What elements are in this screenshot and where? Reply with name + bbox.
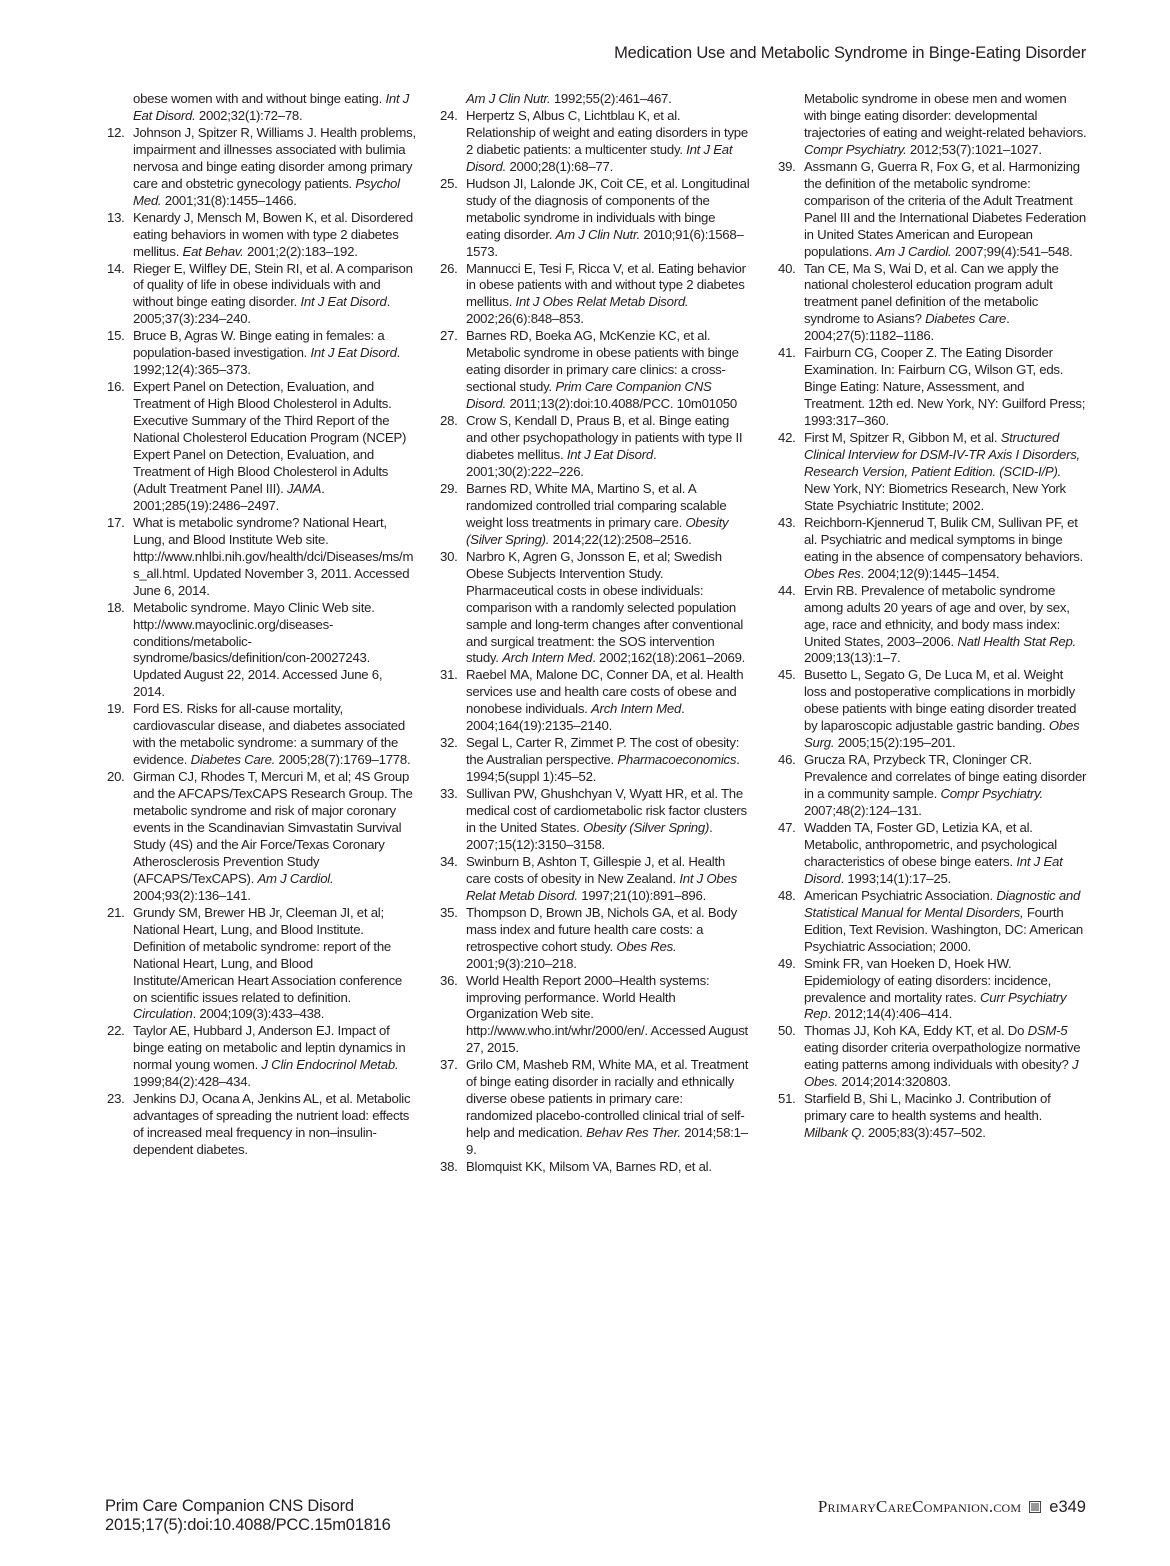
- reference-text: 2002;26(6):848–853.: [466, 311, 584, 327]
- reference-text: Jenkins DJ, Ocana A, Jenkins AL, et al. Metabolic advantages of spreading the nutrient load: effects of increased meal frequency in non–insulin-dependent diabetes.: [133, 1091, 411, 1158]
- journal-website: PrimaryCareCompanion.com: [817, 1497, 1022, 1516]
- reference-continuation: [778, 91, 1088, 159]
- reference-journal: Am J Cardiol.: [875, 243, 952, 259]
- reference-item: [440, 108, 750, 176]
- reference-text: . 2007;15(12):3150–3158.: [466, 819, 713, 852]
- reference-item: [778, 752, 1088, 820]
- reference-continuation: [440, 91, 750, 108]
- reference-text: . 2002;162(18):2061–2069.: [592, 650, 746, 666]
- reference-text: Grilo CM, Masheb RM, White MA, et al. Treatment of binge eating disorder in racially and ethnically diverse obese patients in primary care: randomized placebo-controlled clinical trial of self-help and medication.: [466, 1057, 749, 1141]
- reference-text: Starfield B, Shi L, Macinko J. Contribution of primary care to health systems and health.: [804, 1091, 1051, 1124]
- reference-journal: Eat Behav.: [182, 243, 244, 259]
- reference-column-3: [778, 91, 1088, 1142]
- reference-journal: Int J Eat Disord: [300, 294, 387, 310]
- reference-item: [440, 261, 750, 329]
- reference-text: Wadden TA, Foster GD, Letizia KA, et al. Metabolic, anthropometric, and psychological characteristics of obese binge eaters.: [804, 819, 1057, 869]
- reference-journal: Prim Care Companion CNS Disord.: [466, 379, 712, 412]
- reference-number: 30.: [440, 548, 458, 564]
- reference-item: [778, 667, 1088, 752]
- reference-journal: Circulation: [133, 1006, 193, 1022]
- reference-journal: Compr Psychiatry.: [804, 141, 907, 157]
- reference-text: 2009;13(13):1–7.: [804, 650, 901, 666]
- reference-text: Grucza RA, Przybeck TR, Cloninger CR. Prevalence and correlates of binge eating disorder in a community sample.: [804, 752, 1087, 802]
- reference-text: Raebel MA, Malone DC, Conner DA, et al. Health services use and health care costs of obese and nonobese individuals.: [466, 667, 744, 717]
- reference-text: Expert Panel on Detection, Evaluation, and Treatment of High Blood Cholesterol in Adults. Executive Summary of the Third Report of the National Cholesterol Education Program (NCEP) Expert Panel on Detection, Evaluation, and Treatment of High Blood Cholesterol in Adults (Adult Treatment Panel III).: [133, 379, 407, 496]
- reference-item: [107, 905, 417, 1024]
- reference-text: . 1994;5(suppl 1):45–52.: [466, 752, 740, 785]
- reference-text: Mannucci E, Tesi F, Ricca V, et al. Eating behavior in obese patients with and without type 2 diabetes mellitus.: [466, 260, 746, 310]
- reference-text: . 2004;27(5):1182–1186.: [804, 311, 1010, 344]
- reference-number: 17.: [107, 514, 125, 530]
- reference-journal: Diabetes Care: [925, 311, 1007, 327]
- reference-number: 26.: [440, 260, 458, 276]
- reference-item: [778, 345, 1088, 430]
- reference-journal: Am J Clin Nutr.: [466, 91, 551, 106]
- reference-text: . 2005;83(3):457–502.: [861, 1125, 986, 1141]
- reference-journal: Psychol Med.: [133, 175, 400, 208]
- reference-item: [778, 261, 1088, 346]
- reference-text: . 2012;14(4):406–414.: [827, 1006, 952, 1022]
- reference-text: . 2004;164(19):2135–2140.: [466, 701, 685, 734]
- reference-text: . 2001;285(19):2486–2497.: [133, 480, 325, 513]
- reference-number: 45.: [778, 667, 796, 683]
- reference-text: Swinburn B, Ashton T, Gillespie J, et al. Health care costs of obesity in New Zealand.: [466, 853, 725, 886]
- reference-text: obese women with and without binge eating.: [133, 91, 386, 106]
- reference-item: [440, 667, 750, 735]
- reference-number: 29.: [440, 480, 458, 496]
- reference-number: 38.: [440, 1159, 458, 1175]
- reference-item: [440, 549, 750, 668]
- reference-item: [107, 600, 417, 702]
- reference-item: [778, 1023, 1088, 1091]
- reference-number: 31.: [440, 667, 458, 683]
- reference-journal: Obes Surg.: [804, 718, 1080, 751]
- reference-journal: JAMA: [287, 480, 322, 496]
- reference-item: [778, 888, 1088, 956]
- reference-number: 20.: [107, 769, 125, 785]
- reference-number: 49.: [778, 955, 796, 971]
- reference-text: 2001;31(8):1455–1466.: [161, 192, 297, 208]
- reference-text: Busetto L, Segato G, De Luca M, et al. Weight loss and postoperative complications in morbidly obese patients with binge eating disorder treated by laparoscopic adjustable gastric banding.: [804, 667, 1077, 734]
- reference-item: [107, 701, 417, 769]
- reference-continuation: [107, 91, 417, 125]
- reference-journal: Obes Res: [804, 565, 861, 581]
- reference-number: 21.: [107, 904, 125, 920]
- reference-item: [440, 1057, 750, 1159]
- reference-text: 1992;55(2):461–467.: [550, 91, 672, 106]
- reference-number: 41.: [778, 345, 796, 361]
- reference-journal: Diabetes Care.: [190, 752, 276, 768]
- reference-number: 32.: [440, 735, 458, 751]
- reference-journal: Arch Intern Med: [591, 701, 682, 717]
- reference-text: Taylor AE, Hubbard J, Anderson EJ. Impact of binge eating on metabolic and leptin dynamics in normal young women.: [133, 1023, 406, 1073]
- reference-journal: J Clin Endocrinol Metab.: [261, 1057, 399, 1073]
- reference-number: 43.: [778, 514, 796, 530]
- reference-journal: DSM-5: [1027, 1023, 1068, 1039]
- reference-number: 27.: [440, 328, 458, 344]
- reference-text: Segal L, Carter R, Zimmet P. The cost of obesity: the Australian perspective.: [466, 735, 740, 768]
- reference-item: [778, 515, 1088, 583]
- reference-text: . 1992;12(4):365–373.: [133, 345, 401, 378]
- reference-text: Barnes RD, White MA, Martino S, et al. A randomized controlled trial comparing scalable weight loss treatments in primary care.: [466, 480, 727, 530]
- reference-item: [440, 905, 750, 973]
- reference-number: 46.: [778, 752, 796, 768]
- reference-number: 15.: [107, 328, 125, 344]
- reference-journal: Behav Res Ther.: [586, 1125, 681, 1141]
- reference-number: 19.: [107, 701, 125, 717]
- reference-item: [778, 1091, 1088, 1142]
- reference-number: 12.: [107, 124, 125, 140]
- reference-text: 2002;32(1):72–78.: [195, 107, 303, 123]
- reference-journal: Obesity (Silver Spring): [582, 819, 710, 835]
- reference-number: 35.: [440, 904, 458, 920]
- reference-item: [778, 583, 1088, 668]
- reference-item: [440, 1159, 750, 1176]
- reference-item: [440, 854, 750, 905]
- reference-text: Assmann G, Guerra R, Fox G, et al. Harmonizing the definition of the metabolic syndrome: comparison of the criteria of the Adult Treatment Panel III and the International Diabetes Federation in United States American and European populations.: [804, 158, 1086, 259]
- reference-number: 36.: [440, 972, 458, 988]
- reference-journal: Curr Psychiatry Rep: [804, 989, 1067, 1022]
- reference-number: 25.: [440, 175, 458, 191]
- reference-column-2: [440, 91, 750, 1176]
- reference-text: 2014;2014:320803.: [837, 1074, 951, 1090]
- reference-item: [440, 973, 750, 1058]
- reference-text: American Psychiatric Association.: [804, 887, 997, 903]
- reference-number: 34.: [440, 853, 458, 869]
- reference-item: [107, 769, 417, 905]
- reference-item: [778, 820, 1088, 888]
- reference-text: Rieger E, Wilfley DE, Stein RI, et al. A comparison of quality of life in obese individuals with and without binge eating disorder.: [133, 260, 413, 310]
- reference-journal: Pharmacoeconomics: [617, 752, 737, 768]
- reference-text: Smink FR, van Hoeken D, Hoek HW. Epidemiology of eating disorders: incidence, prevalence and mortality rates.: [804, 955, 1052, 1005]
- reference-text: Barnes RD, Boeka AG, McKenzie KC, et al. Metabolic syndrome in obese patients with binge eating disorder in primary care clinics: a cross-sectional study.: [466, 328, 739, 395]
- page-number: e349: [1049, 1497, 1086, 1516]
- reference-item: [440, 786, 750, 854]
- reference-text: Thomas JJ, Koh KA, Eddy KT, et al. Do: [804, 1023, 1028, 1039]
- reference-journal: Int J Eat Disord: [804, 853, 1063, 886]
- doi-citation: 2015;17(5):doi:10.4088/PCC.15m01816: [105, 1516, 391, 1534]
- reference-text: eating disorder criteria overpathologize normative eating patterns among individuals with obesity?: [804, 1040, 1081, 1073]
- reference-text: Grundy SM, Brewer HB Jr, Cleeman JI, et al; National Heart, Lung, and Blood Institute. Definition of metabolic syndrome: report of the National Heart, Lung, and Blood Institute/American Heart Association conference on scientific issues related to definition.: [133, 904, 402, 1005]
- reference-journal: J Obes.: [804, 1057, 1079, 1090]
- reference-number: 13.: [107, 209, 125, 225]
- reference-item: [440, 176, 750, 261]
- reference-item: [107, 328, 417, 379]
- reference-text: 2010;91(6):1568–1573.: [466, 226, 744, 259]
- reference-text: Crow S, Kendall D, Praus B, et al. Binge eating and other psychopathology in patients with type II diabetes mellitus.: [466, 413, 743, 463]
- reference-text: Metabolic syndrome. Mayo Clinic Web site. http://www.mayoclinic.org/diseases-conditions/metabolic-syndrome/basics/definition/con-20027243. Updated August 22, 2014. Accessed June 6, 2014.: [133, 599, 383, 700]
- reference-journal: Milbank Q: [804, 1125, 862, 1141]
- reference-text: Ervin RB. Prevalence of metabolic syndrome among adults 20 years of age and over, by sex, age, race and ethnicity, and body mass index: United States, 2003–2006.: [804, 582, 1070, 649]
- reference-item: [778, 159, 1088, 261]
- running-title: Medication Use and Metabolic Syndrome in Binge-Eating Disorder: [614, 44, 1086, 62]
- reference-journal: Int J Obes Relat Metab Disord.: [466, 870, 737, 903]
- reference-text: 2005;15(2):195–201.: [834, 735, 956, 751]
- reference-text: . 2004;12(9):1445–1454.: [860, 565, 1000, 581]
- journal-name: Prim Care Companion CNS Disord: [105, 1497, 354, 1515]
- reference-text: 1999;84(2):428–434.: [133, 1074, 251, 1090]
- reference-item: [440, 328, 750, 413]
- reference-number: 16.: [107, 379, 125, 395]
- footer-citation: [105, 1497, 391, 1535]
- reference-journal: Obes Res.: [616, 938, 677, 954]
- reference-number: 42.: [778, 430, 796, 446]
- reference-number: 22.: [107, 1023, 125, 1039]
- reference-number: 14.: [107, 260, 125, 276]
- reference-number: 33.: [440, 786, 458, 802]
- reference-journal: Int J Eat Disord.: [466, 141, 733, 174]
- reference-text: New York, NY: Biometrics Research, New York State Psychiatric Institute; 2002.: [804, 480, 1066, 513]
- reference-journal: Arch Intern Med: [502, 650, 593, 666]
- reference-number: 47.: [778, 819, 796, 835]
- reference-text: 2012;53(7):1021–1027.: [906, 141, 1042, 157]
- reference-text: 2011;13(2):doi:10.4088/PCC. 10m01050: [506, 396, 738, 412]
- reference-text: World Health Report 2000–Health systems: improving performance. World Health Organization Web site. http://www.who.int/whr/2000/en/. Accessed August 27, 2015.: [466, 972, 748, 1056]
- reference-number: 44.: [778, 582, 796, 598]
- reference-text: Fairburn CG, Cooper Z. The Eating Disorder Examination. In: Fairburn CG, Wilson GT, eds. Binge Eating: Nature, Assessment, and Treatment. 12th ed. New York, NY: Guilford Press; 1993:317–360.: [804, 345, 1086, 429]
- reference-number: 48.: [778, 887, 796, 903]
- reference-item: [778, 430, 1088, 515]
- reference-text: Blomquist KK, Milsom VA, Barnes RD, et al.: [466, 1159, 712, 1175]
- reference-number: 37.: [440, 1057, 458, 1073]
- reference-text: Sullivan PW, Ghushchyan V, Wyatt HR, et al. The medical cost of cardiometabolic risk factor clusters in the United States.: [466, 786, 747, 835]
- reference-number: 23.: [107, 1091, 125, 1107]
- reference-journal: Int J Eat Disord: [566, 447, 653, 463]
- reference-text: . 1993;14(1):17–25.: [840, 870, 951, 886]
- reference-text: Metabolic syndrome in obese men and women with binge eating disorder: developmental trajectories of eating and weight-related behaviors.: [804, 91, 1087, 140]
- reference-item: [440, 481, 750, 549]
- reference-number: 51.: [778, 1091, 796, 1107]
- reference-item: [107, 379, 417, 515]
- reference-text: Bruce B, Agras W. Binge eating in females: a population-based investigation.: [133, 328, 385, 361]
- reference-text: 2014;58:1–9.: [466, 1125, 748, 1158]
- reference-text: Herpertz S, Albus C, Lichtblau K, et al. Relationship of weight and eating disorders in type 2 diabetic patients: a multicenter study.: [466, 107, 748, 157]
- footer-right: [818, 1497, 1086, 1517]
- reference-item: [440, 413, 750, 481]
- reference-item: [107, 125, 417, 210]
- reference-journal: Natl Health Stat Rep.: [957, 633, 1076, 649]
- reference-text: 2007;48(2):124–131.: [804, 803, 922, 819]
- reference-journal: Int J Eat Disord.: [133, 91, 410, 123]
- reference-journal: Int J Obes Relat Metab Disord.: [515, 294, 689, 310]
- reference-journal: Int J Eat Disord: [310, 345, 397, 361]
- reference-text: Tan CE, Ma S, Wai D, et al. Can we apply the national cholesterol education program adult treatment panel definition of the metabolic syndrome to Asians?: [804, 260, 1059, 327]
- reference-text: Johnson J, Spitzer R, Williams J. Health problems, impairment and illnesses associated with bulimia nervosa and binge eating disorder among primary care and obstetric gynecology patients.: [133, 124, 416, 191]
- reference-journal: Compr Psychiatry.: [940, 786, 1043, 802]
- reference-text: . 2001;30(2):222–226.: [466, 447, 657, 479]
- reference-item: [107, 515, 417, 600]
- reference-text: Hudson JI, Lalonde JK, Coit CE, et al. Longitudinal study of the diagnosis of components of the metabolic syndrome in individuals with binge eating disorder.: [466, 175, 750, 242]
- reference-text: Ford ES. Risks for all-cause mortality, cardiovascular disease, and diabetes associated with the metabolic syndrome: a summary of the evidence.: [133, 701, 405, 768]
- reference-text: Narbro K, Agren G, Jonsson E, et al; Swedish Obese Subjects Intervention Study. Pharmaceutical costs in obese individuals: comparison with a randomly selected population sample and long-term changes after conventional and surgical treatment: the SOS intervention study.: [466, 548, 744, 666]
- reference-number: 18.: [107, 599, 125, 615]
- reference-text: 2001;2(2):183–192.: [243, 243, 358, 259]
- reference-text: 2007;99(4):541–548.: [951, 243, 1073, 259]
- reference-text: What is metabolic syndrome? National Heart, Lung, and Blood Institute Web site. http://www.nhlbi.nih.gov/health/dci/Diseases/ms/ms_all.html. Updated November 3, 2011. Accessed June 6, 2014.: [133, 514, 414, 598]
- reference-text: Fourth Edition, Text Revision. Washington, DC: American Psychiatric Association; 2000.: [804, 904, 1083, 954]
- reference-item: [107, 1091, 417, 1159]
- reference-item: [107, 261, 417, 329]
- reference-number: 28.: [440, 413, 458, 429]
- reference-text: 2014;22(12):2508–2516.: [549, 531, 692, 547]
- reference-text: 2004;93(2):136–141.: [133, 887, 251, 903]
- reference-text: . 2004;109(3):433–438.: [192, 1006, 325, 1022]
- reference-item: [107, 1023, 417, 1091]
- reference-text: 2000;28(1):68–77.: [506, 158, 613, 174]
- reference-number: 50.: [778, 1023, 796, 1039]
- reference-text: Thompson D, Brown JB, Nichols GA, et al. Body mass index and future health care costs: a retrospective cohort study.: [466, 904, 737, 954]
- reference-item: [107, 210, 417, 261]
- reference-number: 24.: [440, 107, 458, 123]
- reference-journal: Am J Clin Nutr.: [555, 226, 641, 242]
- reference-number: 39.: [778, 158, 796, 174]
- reference-journal: Diagnostic and Statistical Manual for Mental Disorders,: [804, 887, 1081, 920]
- reference-column-1: [107, 91, 417, 1159]
- reference-text: Reichborn-Kjennerud T, Bulik CM, Sullivan PF, et al. Psychiatric and medical symptoms in binge eating in the absence of compensatory behaviors.: [804, 514, 1084, 564]
- reference-text: 2005;28(7):1769–1778.: [275, 752, 411, 768]
- reference-text: 2001;9(3):210–218.: [466, 955, 577, 971]
- reference-journal: Am J Cardiol.: [257, 870, 334, 886]
- reference-journal: Obesity (Silver Spring).: [466, 514, 729, 547]
- reference-journal: Structured Clinical Interview for DSM-IV-TR Axis I Disorders, Research Version, Patient Edition. (SCID-I/P).: [804, 430, 1080, 479]
- reference-text: Kenardy J, Mensch M, Bowen K, et al. Disordered eating behaviors in women with type 2 diabetes mellitus.: [133, 209, 413, 259]
- reference-text: . 2005;37(3):234–240.: [133, 294, 391, 327]
- reference-text: Girman CJ, Rhodes T, Mercuri M, et al; 4S Group and the AFCAPS/TexCAPS Research Group. The metabolic syndrome and risk of major coronary events in the Scandinavian Simvastatin Survival Study (4S) and the Air Force/Texas Coronary Atherosclerosis Prevention Study (AFCAPS/TexCAPS).: [133, 769, 413, 886]
- reference-item: [440, 735, 750, 786]
- square-separator-icon: [1029, 1501, 1041, 1513]
- reference-text: 1997;21(10):891–896.: [577, 887, 706, 903]
- reference-item: [778, 956, 1088, 1024]
- reference-number: 40.: [778, 260, 796, 276]
- reference-text: First M, Spitzer R, Gibbon M, et al.: [804, 430, 1001, 446]
